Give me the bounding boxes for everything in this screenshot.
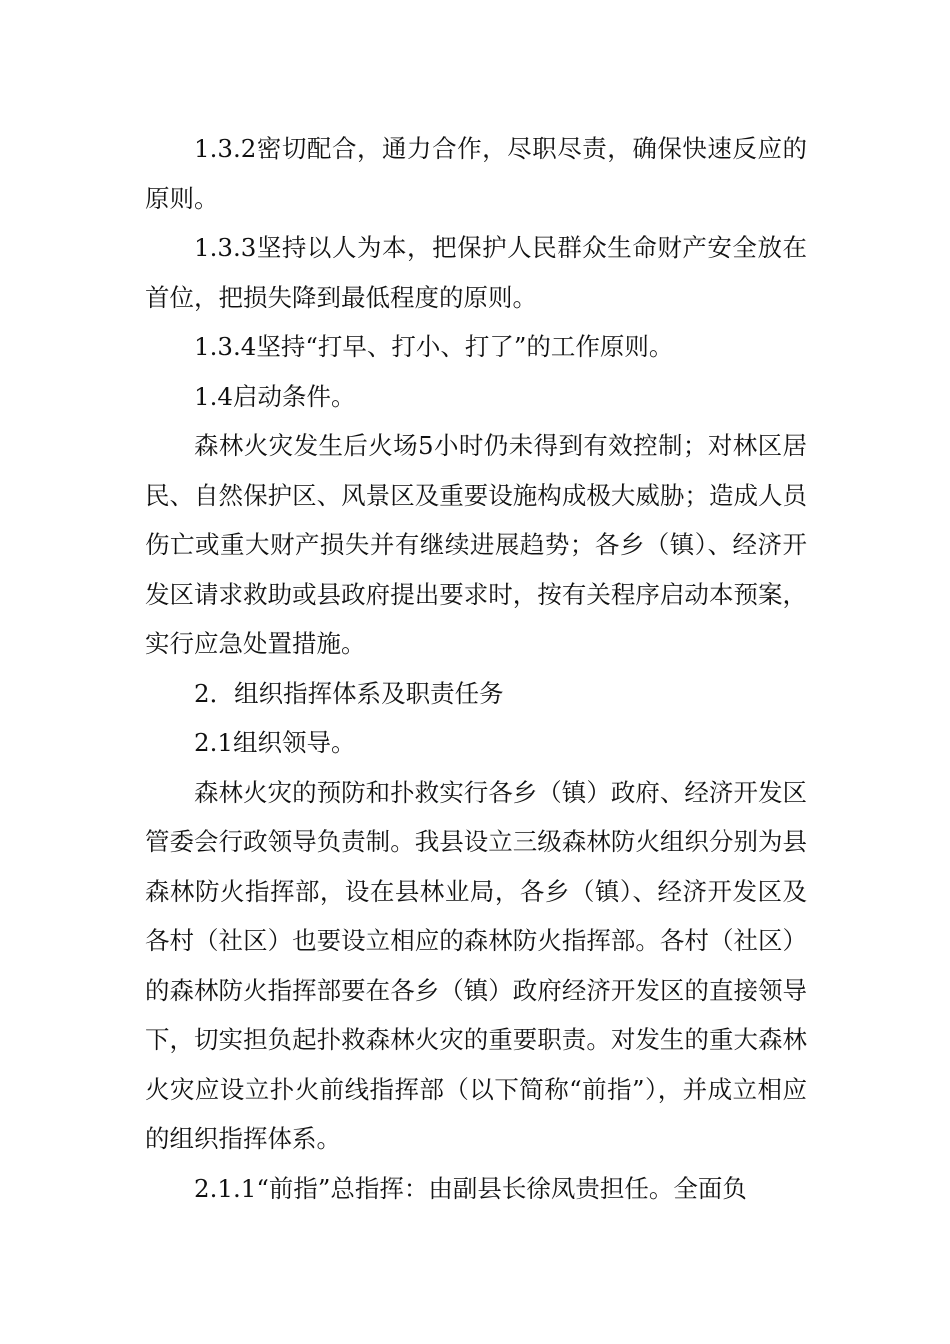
heading-2: 2．组织指挥体系及职责任务 <box>194 678 504 708</box>
paragraph-activation-conditions: 森林火灾发生后火场5小时仍未得到有效控制；对林区居民、自然保护区、风景区及重要设施构成极大威胁；造成人员伤亡或重大财产损失并有继续进展趋势；各乡（镇）、经济开发区请求救助或县政府提出要求时，按有关程序启动本预案，实行应急处置措施。 <box>145 431 807 658</box>
paragraph-1-3-3: 1.3.3坚持以人为本，把保护人民群众生命财产安全放在首位，把损失降到最低程度的原则。 <box>145 233 807 312</box>
heading-2-1: 2.1组织领导。 <box>194 728 356 757</box>
paragraph-1-3-4: 1.3.4坚持“打早、打小、打了”的工作原则。 <box>194 332 674 361</box>
paragraph-2-1-1: 2.1.1“前指”总指挥：由副县长徐凤贵担任。全面负 <box>194 1173 747 1203</box>
paragraph-organization-leadership: 森林火灾的预防和扑救实行各乡（镇）政府、经济开发区管委会行政领导负责制。我县设立三级森林防火组织分别为县森林防火指挥部，设在县林业局，各乡（镇）、经济开发区及各村（社区）也要设立相应的森林防火指挥部。各村（社区）的森林防火指挥部要在各乡（镇）政府经济开发区的直接领导下，切实担负起扑救森林火灾的重要职责。对发生的重大森林火灾应设立扑火前线指挥部（以下简称“前指”），并成立相应的组织指挥体系。 <box>145 777 807 1153</box>
heading-1-4: 1.4启动条件。 <box>194 381 356 411</box>
paragraph-1-3-2: 1.3.2密切配合，通力合作，尽职尽责，确保快速反应的原则。 <box>145 134 807 213</box>
document-body <box>145 124 807 1213</box>
